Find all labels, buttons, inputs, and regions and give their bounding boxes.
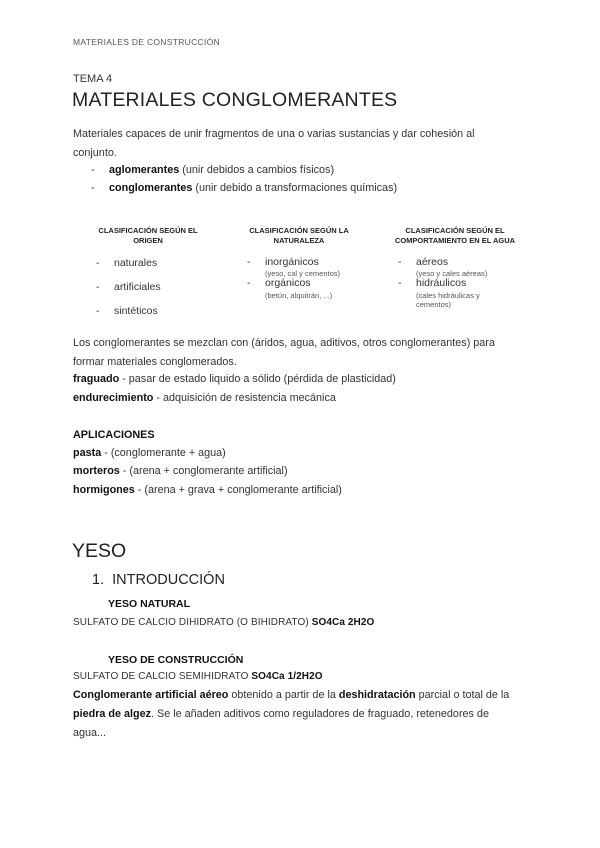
term: aglomerantes	[109, 164, 180, 176]
application-hormigones	[73, 484, 342, 496]
bullet-dash: -	[96, 281, 100, 293]
item-note: (betún, alquitrán, ...)	[265, 291, 333, 300]
term: pasta	[73, 447, 102, 459]
applications-heading	[73, 429, 155, 441]
item-label: naturales	[114, 257, 158, 269]
intro-line-2: conjunto.	[73, 147, 117, 159]
bullet-dash: -	[398, 277, 402, 289]
item-label: hidráulicos	[416, 277, 467, 289]
heading-line: COMPORTAMIENTO EN EL AGUA	[394, 236, 516, 245]
heading-line: ORIGEN	[133, 236, 163, 245]
bold-text: Conglomerante artificial aéreo	[73, 689, 229, 701]
item-label: orgánicos	[265, 277, 311, 289]
bullet-dash: -	[91, 164, 95, 176]
yeso-description-paragraph	[73, 686, 533, 743]
mix-line-2: formar materiales conglomerados.	[73, 356, 237, 368]
term-desc: - (arena + grava + conglomerante artificial)	[134, 484, 342, 496]
bullet-dash: -	[247, 256, 251, 268]
definition-endurecimiento	[73, 392, 336, 404]
bullet-dash: -	[96, 305, 100, 317]
item-label: aéreos	[416, 256, 449, 268]
term: endurecimiento	[73, 392, 154, 404]
column-heading-comportamiento	[374, 226, 536, 246]
term: conglomerantes	[109, 182, 193, 194]
term-desc: - (conglomerante + agua)	[101, 447, 226, 459]
mix-line-1: Los conglomerantes se mezclan con (áridos, agua, aditivos, otros conglomerantes) para	[73, 337, 495, 349]
heading-line: CLASIFICACIÓN SEGÚN EL	[98, 226, 198, 235]
heading-text: APLICACIONES	[73, 429, 155, 441]
application-morteros	[73, 465, 288, 477]
bold-text: piedra de algez	[73, 708, 152, 720]
running-header: MATERIALES DE CONSTRUCCIÓN	[73, 37, 220, 47]
application-pasta	[73, 447, 226, 459]
heading-line: CLASIFICACIÓN SEGÚN LA	[249, 226, 349, 235]
item-label: artificiales	[114, 281, 161, 293]
formula: SO4Ca 2H2O	[311, 617, 375, 628]
intro-line-1: Materiales capaces de unir fragmentos de una o varias sustancias y dar cohesión al	[73, 128, 475, 140]
formula-text: SULFATO DE CALCIO DIHIDRATO (O BIHIDRATO)	[73, 617, 312, 628]
heading-line: CLASIFICACIÓN SEGÚN EL	[405, 226, 505, 235]
bullet-dash: -	[91, 182, 95, 194]
item-label: sintéticos	[114, 305, 158, 317]
column-heading-origen	[82, 226, 214, 246]
text: . Se le añaden aditivos como reguladores de fraguado, retenedores de	[151, 708, 489, 720]
bullet-dash: -	[96, 257, 100, 269]
yeso-construccion-formula-line	[73, 671, 323, 682]
paragraph-line-2	[73, 705, 533, 724]
term: fraguado	[73, 373, 120, 385]
item-note: (yeso y cales aéreas)	[416, 269, 488, 278]
paragraph-line-3: agua...	[73, 727, 107, 739]
definition-fraguado	[73, 373, 396, 385]
heading-line: NATURALEZA	[273, 236, 325, 245]
page-title: MATERIALES CONGLOMERANTES	[72, 89, 398, 111]
bold-text: deshidratación	[338, 689, 416, 701]
bullet-dash: -	[247, 277, 251, 289]
term: hormigones	[73, 484, 135, 496]
text: obtenido a partir de la	[228, 689, 339, 701]
text: parcial o total de la	[415, 689, 510, 701]
term-desc: - (arena + conglomerante artificial)	[119, 465, 288, 477]
subsection-text: INTRODUCCIÓN	[112, 572, 225, 588]
term: morteros	[73, 465, 120, 477]
yeso-construccion-heading: YESO DE CONSTRUCCIÓN	[108, 654, 244, 666]
formula: SO4Ca 1/2H2O	[251, 671, 323, 682]
item-note: (yeso, cal y cementos)	[265, 269, 341, 278]
subsection-title	[92, 572, 225, 588]
item-label: inorgánicos	[265, 256, 319, 268]
term-desc: (unir debidos a cambios físicos)	[179, 164, 335, 176]
term-desc: - adquisición de resistencia mecánica	[153, 392, 336, 404]
item-note: (cales hidráulicas y	[416, 291, 480, 300]
chapter-label: TEMA 4	[73, 73, 113, 85]
subsection-number: 1.	[92, 572, 105, 588]
item-note: cementos)	[416, 300, 452, 309]
mix-paragraph	[73, 334, 528, 372]
yeso-natural-formula-line	[73, 617, 374, 628]
intro-paragraph	[73, 125, 528, 163]
formula-text: SULFATO DE CALCIO SEMIHIDRATO	[73, 671, 252, 682]
bullet-dash: -	[398, 256, 402, 268]
term-desc: (unir debido a transformaciones químicas)	[192, 182, 398, 194]
column-heading-naturaleza	[233, 226, 365, 246]
paragraph-line-1	[73, 686, 533, 705]
section-title: YESO	[72, 540, 127, 562]
yeso-natural-heading: YESO NATURAL	[108, 598, 191, 610]
term-desc: - pasar de estado liquido a sólido (pérdida de plasticidad)	[119, 373, 396, 385]
